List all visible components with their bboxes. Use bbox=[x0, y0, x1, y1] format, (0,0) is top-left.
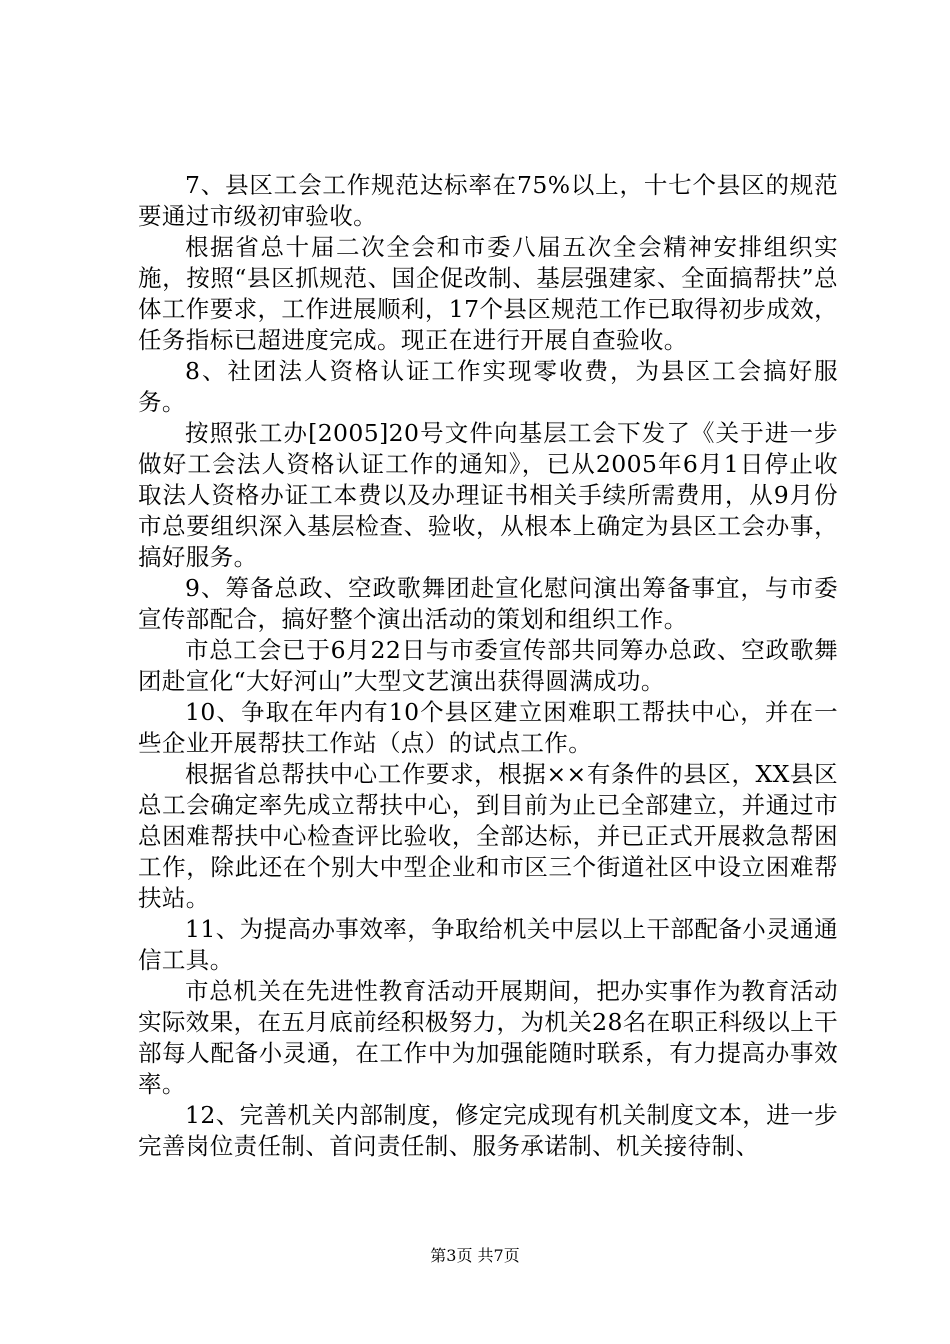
paragraph-10: 市总机关在先进性教育活动开展期间，把办实事作为教育活动实际效果，在五月底前经积极努力，为机关28名在职正科级以上干部每人配备小灵通，在工作中为加强能随时联系，有力提高办事效率。 bbox=[138, 977, 838, 1098]
paragraph-5: 9、筹备总政、空政歌舞团赴宣化慰问演出筹备事宜，与市委宣传部配合，搞好整个演出活动的策划和组织工作。 bbox=[138, 574, 838, 633]
paragraph-1: 7、县区工会工作规范达标率在75%以上，十七个县区的规范要通过市级初审验收。 bbox=[138, 171, 838, 230]
page-footer: 第3页 共7页 bbox=[430, 1246, 520, 1265]
paragraph-6: 市总工会已于6月22日与市委宣传部共同筹办总政、空政歌舞团赴宣化“大好河山”大型文艺演出获得圆满成功。 bbox=[138, 636, 838, 695]
paragraph-11: 12、完善机关内部制度，修定完成现有机关制度文本，进一步完善岗位责任制、首问责任制、服务承诺制、机关接待制、 bbox=[138, 1101, 838, 1160]
paragraph-3: 8、社团法人资格认证工作实现零收费，为县区工会搞好服务。 bbox=[138, 357, 838, 416]
paragraph-8: 根据省总帮扶中心工作要求，根据××有条件的县区，XX县区总工会确定率先成立帮扶中心，到目前为止已全部建立，并通过市总困难帮扶中心检查评比验收，全部达标，并已正式开展救急帮困工作，除此还在个别大中型企业和市区三个街道社区中设立困难帮扶站。 bbox=[138, 760, 838, 912]
paragraph-4: 按照张工办[2005]20号文件向基层工会下发了《关于进一步做好工会法人资格认证工作的通知》，已从2005年6月1日停止收取法人资格办证工本费以及办理证书相关手续所需费用，从9月份市总要组织深入基层检查、验收，从根本上确定为县区工会办事，搞好服务。 bbox=[138, 419, 838, 571]
paragraph-2: 根据省总十届二次全会和市委八届五次全会精神安排组织实施，按照“县区抓规范、国企促改制、基层强建家、全面搞帮扶”总体工作要求，工作进展顺利，17个县区规范工作已取得初步成效，任务指标已超进度完成。现正在进行开展自查验收。 bbox=[138, 233, 838, 354]
document-body bbox=[138, 170, 838, 1162]
paragraph-9: 11、为提高办事效率，争取给机关中层以上干部配备小灵通通信工具。 bbox=[138, 915, 838, 974]
paragraph-7: 10、争取在年内有10个县区建立困难职工帮扶中心，并在一些企业开展帮扶工作站（点）的试点工作。 bbox=[138, 698, 838, 757]
